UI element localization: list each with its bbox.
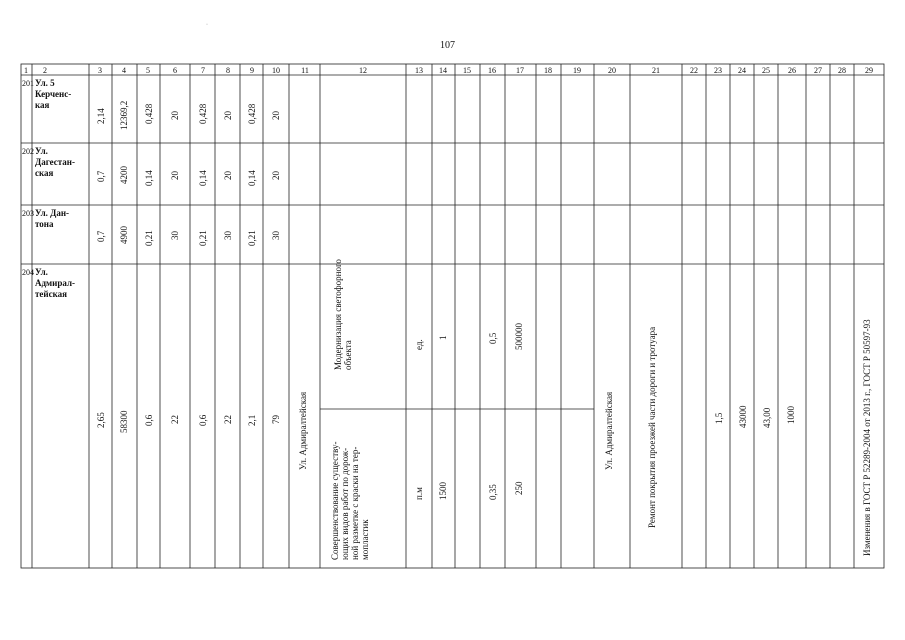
cell-value: 30: [170, 231, 180, 240]
column-header: 4: [122, 66, 126, 75]
cell-value: 4900: [119, 226, 129, 244]
cell-value: 0,21: [247, 230, 257, 246]
cell-value: 0,35: [488, 484, 498, 500]
cell-value: 20: [223, 111, 233, 120]
cell-value: 30: [223, 231, 233, 240]
unit: ед.: [414, 339, 424, 350]
work-description: Ремонт покрытия проезжей части дороги и тротуара: [647, 326, 657, 528]
cell-value: 0,14: [144, 170, 154, 186]
cell-value: 0,14: [247, 170, 257, 186]
column-header: 18: [544, 66, 552, 75]
row-number: 202: [22, 147, 34, 156]
street-name: Ул. 5 Керченс- кая: [35, 78, 72, 110]
column-header: 11: [301, 66, 309, 75]
cell-value: 20: [170, 111, 180, 120]
cell-value: 0,21: [144, 230, 154, 246]
column-header: 17: [516, 66, 524, 75]
row-number: 203: [22, 209, 34, 218]
row-number: 201: [22, 79, 34, 88]
cell-value: 0,5: [488, 332, 498, 344]
unit: п.м: [414, 487, 424, 500]
column-header: 8: [226, 66, 230, 75]
street-name: Ул. Дан- тона: [35, 208, 70, 229]
street-name-vertical: Ул. Адмиралтейская: [298, 391, 308, 470]
cell-value: 0,428: [198, 103, 208, 124]
cell-value: 22: [170, 415, 180, 424]
quantity: 1: [438, 335, 448, 340]
cell-value: 0,428: [144, 103, 154, 124]
work-description: Совершенствование существу- ющих видов работ по дорож- ной разметке с краски на тер- мопластик: [330, 441, 370, 560]
cell-value: 2,14: [96, 108, 106, 124]
cell-value: 20: [271, 111, 281, 120]
street-name: Ул. Дагестан- ская: [35, 146, 75, 178]
street-name-vertical: Ул. Адмиралтейская: [604, 391, 614, 470]
cell-value: 22: [223, 415, 233, 424]
cell-value: 0,7: [96, 230, 106, 242]
cell-value: 2,65: [96, 412, 106, 428]
column-header: 7: [201, 66, 205, 75]
column-header: 1: [24, 66, 28, 75]
column-header: 12: [359, 66, 367, 75]
column-header: 23: [714, 66, 722, 75]
regulation-note: Изменения в ГОСТ Р 52289-2004 от 2013 г., ГОСТ Р 50597-93: [862, 319, 872, 556]
quantity: 1500: [438, 482, 448, 500]
cell-value: 58300: [119, 410, 129, 433]
column-header: 21: [652, 66, 660, 75]
cell-value: 43000: [738, 405, 748, 428]
column-header: 9: [250, 66, 254, 75]
column-header: 28: [838, 66, 846, 75]
cell-value: 79: [271, 415, 281, 424]
cell-value: 20: [271, 171, 281, 180]
cost: 250: [514, 481, 524, 495]
cell-value: 1,5: [714, 412, 724, 424]
cell-value: 1000: [786, 406, 796, 424]
cell-value: 0,7: [96, 170, 106, 182]
cell-value: 20: [170, 171, 180, 180]
column-header: 15: [463, 66, 471, 75]
cell-value: 0,428: [247, 103, 257, 124]
column-header: 13: [415, 66, 423, 75]
cell-value: 4200: [119, 166, 129, 184]
column-header: 16: [488, 66, 496, 75]
cell-value: 43,00: [762, 407, 772, 428]
cell-value: 12369,2: [119, 100, 129, 130]
column-header: 14: [439, 66, 447, 75]
column-header: 6: [173, 66, 177, 75]
column-header: 24: [738, 66, 746, 75]
cell-value: 0,21: [198, 230, 208, 246]
cell-value: 0,6: [198, 414, 208, 426]
column-header: 5: [146, 66, 150, 75]
column-header: 2: [43, 66, 47, 75]
street-name: Ул. Адмирал- тейская: [35, 267, 75, 299]
cell-value: 0,14: [198, 170, 208, 186]
column-header: 20: [608, 66, 616, 75]
column-header: 22: [690, 66, 698, 75]
scan-speck: ·: [206, 22, 208, 28]
work-description: Модернизация светофорного объекта: [333, 259, 353, 370]
cost: 500000: [514, 323, 524, 350]
cell-value: 0,6: [144, 414, 154, 426]
cell-value: 20: [223, 171, 233, 180]
column-header: 25: [762, 66, 770, 75]
column-header: 10: [272, 66, 280, 75]
column-header: 27: [814, 66, 822, 75]
cell-value: 2,1: [247, 414, 257, 426]
column-header: 29: [865, 66, 873, 75]
row-number: 204: [22, 268, 34, 277]
page-number: 107: [440, 40, 455, 51]
cell-value: 30: [271, 231, 281, 240]
column-header: 3: [98, 66, 102, 75]
column-header: 19: [573, 66, 581, 75]
column-header: 26: [788, 66, 796, 75]
